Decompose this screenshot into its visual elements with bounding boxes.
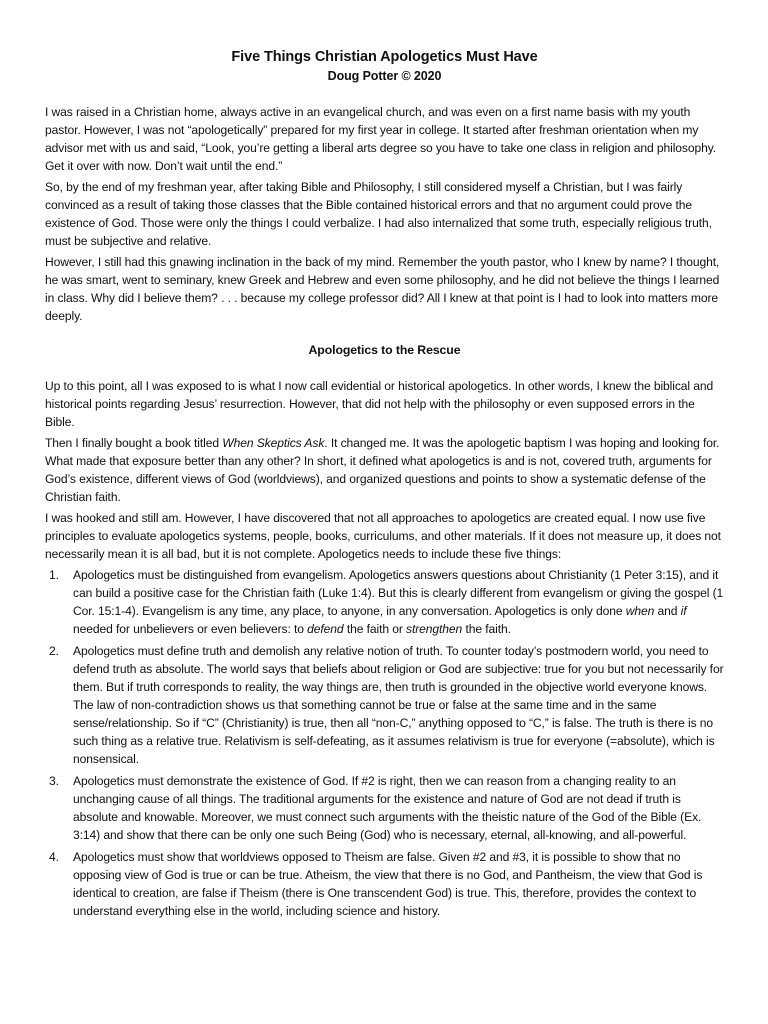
intro-paragraph-3: However, I still had this gnawing inclination in the back of my mind. Remember the youth pastor, who I knew by name? I thought, he was smart, went to seminary, knew Greek and Hebrew and even some philosophy, and he did not believe the things I learned in class. Why did I believe them? . . . because my college professor did? All I knew at that point is I had to look into matters more deeply. xyxy=(45,255,720,323)
list-item xyxy=(49,642,724,768)
list-item-text: Apologetics must demonstrate the existence of God. If #2 is right, then we can reason from a changing reality to an unchanging cause of all things. The traditional arguments for the existence and nature of God are not dead if truth is absolute and knowable. Moreover, we must connect such arguments with the theistic nature of the God of the Bible (Ex. 3:14) and show that there can be only one such Being (God) who is necessary, eternal, all-knowing, and all-powerful. xyxy=(73,774,702,842)
list-item-number: 2. xyxy=(49,644,59,658)
section-paragraph-1: Up to this point, all I was exposed to is what I now call evidential or historical apologetics. In other words, I knew the biblical and historical points regarding Jesus’ resurrection. However, that did not help with the philosophy or even supposed errors in the Bible. xyxy=(45,379,714,429)
list-item xyxy=(49,772,724,844)
paragraph-text: Then I finally bought a book titled xyxy=(45,436,223,450)
list-item-text: needed for unbelievers or even believers: to xyxy=(73,622,308,636)
list-item-text: Apologetics must show that worldviews opposed to Theism are false. Given #2 and #3, it is possible to show that no opposing view of God is true or can be true. Atheism, the view that there is no God, and Pantheism, the view that God is identical to creation, are false if Theism (there is One transcendent God) is true. This, therefore, provides the context to understand everything else in the world, including science and history. xyxy=(73,850,703,918)
list-item-number: 4. xyxy=(49,850,59,864)
document-title: Five Things Christian Apologetics Must Have xyxy=(231,49,538,65)
list-item-text: and xyxy=(654,604,681,618)
section-paragraph-2 xyxy=(45,434,724,506)
emphasis-text: defend xyxy=(307,622,344,636)
section-heading: Apologetics to the Rescue xyxy=(308,343,461,357)
list-item-number: 3. xyxy=(49,774,59,788)
author-line: Doug Potter © 2020 xyxy=(327,69,442,83)
list-item-text: the faith or xyxy=(343,622,407,636)
list-item-number: 1. xyxy=(49,568,59,582)
list-item xyxy=(49,848,724,920)
principles-list xyxy=(45,566,724,920)
emphasis-text: when xyxy=(625,604,655,618)
paragraph-text: . It changed me. It was the apologetic baptism I was hoping and looking for. What made that exposure better than any other? In short, it defined what apologetics is and is not, covered truth, arguments for God’s existence, different views of God (worldviews), and organized questions and points to show a systematic defense of the Christian faith. xyxy=(45,436,720,504)
intro-paragraph-1: I was raised in a Christian home, always active in an evangelical church, and was even on a first name basis with my youth pastor. However, I was not “apologetically” prepared for my first year in college. It started after freshman orientation when my advisor met with us and said, “Look, you’re getting a liberal arts degree so you have to take one class in religion and philosophy. Get it over with now. Don’t wait until the end.” xyxy=(45,105,717,173)
list-item-text: the faith. xyxy=(462,622,511,636)
intro-paragraph-2: So, by the end of my freshman year, after taking Bible and Philosophy, I still considered myself a Christian, but I was fairly convinced as a result of taking those classes that the Bible contained historical errors and that no argument could prove the existence of God. Those were only the things I could verbalize. I had also internalized that some truth, especially religious truth, must be subjective and relative. xyxy=(45,180,712,248)
list-item xyxy=(49,566,724,638)
book-title: When Skeptics Ask xyxy=(222,436,325,450)
section-paragraph-3: I was hooked and still am. However, I have discovered that not all approaches to apologetics are created equal. I now use five principles to evaluate apologetics systems, people, books, curriculums, and other materials. If it does not measure up, it does not necessarily mean it is all bad, but it is not complete. Apologetics needs to include these five things: xyxy=(45,511,721,561)
emphasis-text: if xyxy=(680,604,687,618)
emphasis-text: strengthen xyxy=(406,622,463,636)
list-item-text: Apologetics must define truth and demolish any relative notion of truth. To counter today’s postmodern world, you need to defend truth as absolute. The world says that beliefs about religion or God are subjective: true for you but not necessarily for them. But if truth corresponds to reality, the way things are, then truth is grounded in the objective world everyone knows. The law of non-contradiction shows us that something cannot be true or false at the same time and in the same sense/relationship. So if “C” (Christianity) is true, then all “non-C,” anything opposed to “C,” is false. The truth is there is no such thing as a relative true. Relativism is self-defeating, as it assumes relativism is true for everyone (=absolute), which is nonsensical. xyxy=(73,644,724,766)
list-item-text: Apologetics must be distinguished from evangelism. Apologetics answers questions about Christianity (1 Peter 3:15), and it can build a positive case for the Christian faith (Luke 1:4). But this is clearly different from evangelism or giving the gospel (1 Cor. 15:1-4). Evangelism is any time, any place, to anyone, in any conversation. Apologetics is only done xyxy=(73,568,724,618)
